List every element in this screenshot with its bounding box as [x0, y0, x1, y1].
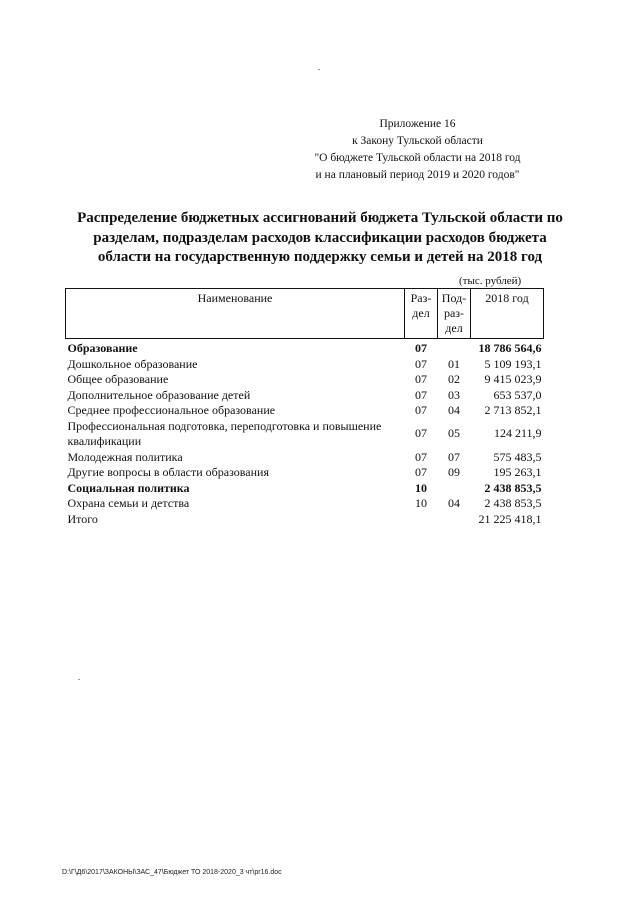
row-section: 07 — [415, 387, 427, 402]
appendix-block — [290, 116, 545, 184]
table-row — [66, 372, 544, 388]
row-value: 124 211,9 — [493, 426, 542, 441]
row-section: 07 — [415, 341, 427, 355]
appendix-line: и на плановый период 2019 и 2020 годов" — [315, 169, 520, 181]
row-name: Профессиональная подготовка, переподготовка и повышение квалификации — [67, 418, 382, 448]
appendix-line: Приложение 16 — [379, 118, 456, 130]
row-subsection: 03 — [448, 387, 460, 402]
row-section: 07 — [415, 356, 427, 371]
row-name: Среднее профессиональное образование — [67, 403, 276, 417]
row-value: 2 713 852,1 — [484, 403, 542, 417]
row-subsection: 02 — [448, 372, 460, 386]
row-subsection — [438, 339, 471, 357]
header-section — [405, 289, 438, 339]
scan-speck — [78, 679, 80, 680]
table-row — [66, 512, 544, 528]
row-value: 18 786 564,6 — [478, 341, 542, 355]
row-value: 21 225 418,1 — [478, 511, 542, 526]
row-name: Образование — [67, 341, 138, 355]
table-row — [66, 481, 544, 497]
row-subsection — [438, 481, 471, 497]
row-value: 195 263,1 — [493, 465, 542, 479]
header-subsection — [438, 289, 471, 339]
row-name: Молодежная политика — [67, 449, 183, 464]
row-subsection: 09 — [448, 465, 460, 479]
table-row — [66, 450, 544, 466]
row-name: Общее образование — [67, 372, 169, 386]
row-value: 2 438 853,5 — [484, 496, 542, 510]
row-section: 10 — [415, 496, 427, 510]
row-value: 653 537,0 — [493, 387, 542, 402]
row-section — [405, 512, 438, 528]
header-subsection-line: раз- — [443, 306, 465, 320]
table-row — [66, 419, 544, 450]
appendix-line: к Закону Тульской области — [352, 135, 483, 147]
header-subsection-line: дел — [445, 321, 463, 335]
row-value: 575 483,5 — [493, 449, 542, 464]
row-name: Дошкольное образование — [67, 356, 198, 371]
row-name: Социальная политика — [67, 480, 190, 495]
header-section-line: дел — [412, 306, 430, 320]
row-value: 5 109 193,1 — [484, 356, 542, 371]
row-name: Итого — [67, 511, 98, 526]
row-name: Дополнительное образование детей — [67, 387, 251, 402]
title-line: области на государственную поддержку семьи и детей на 2018 год — [97, 249, 543, 265]
appendix-line: "О бюджете Тульской области на 2018 год — [314, 152, 521, 164]
table-header-row — [66, 289, 544, 339]
header-year: 2018 год — [471, 289, 544, 339]
row-section: 07 — [415, 403, 427, 417]
row-value: 9 415 023,9 — [484, 372, 542, 386]
row-section: 07 — [415, 372, 427, 386]
table-row — [66, 339, 544, 357]
table-row — [66, 357, 544, 373]
row-section: 07 — [415, 449, 427, 464]
row-section: 10 — [415, 480, 427, 495]
table-row — [66, 388, 544, 404]
table-row — [66, 465, 544, 481]
title-line: разделам, подразделам расходов классификации расходов бюджета — [93, 229, 547, 246]
row-subsection: 04 — [448, 403, 460, 417]
row-section: 07 — [415, 465, 427, 479]
header-section-line: Раз- — [410, 291, 432, 305]
row-value: 2 438 853,5 — [484, 480, 542, 495]
budget-table — [65, 288, 544, 527]
header-name: Наименование — [66, 289, 405, 339]
header-subsection-line: Под- — [441, 291, 467, 305]
row-subsection: 04 — [448, 496, 460, 510]
table-row — [66, 496, 544, 512]
document-title — [50, 209, 590, 268]
row-subsection: 05 — [448, 426, 460, 441]
units-label: (тыс. рублей) — [459, 275, 522, 287]
row-subsection: 07 — [448, 449, 460, 464]
row-subsection: 01 — [448, 356, 460, 371]
table-row — [66, 403, 544, 419]
row-section: 07 — [415, 426, 427, 441]
title-line: Распределение бюджетных ассигнований бюджета Тульской области по — [77, 210, 563, 226]
scan-speck — [318, 69, 320, 70]
file-path-footer: D:\Г\Д6\2017\ЗАКОНЫ\ЗАС_47\Бюджет ТО 2018-2020_3 чт\pr16.doc — [62, 869, 282, 876]
row-name: Другие вопросы в области образования — [67, 465, 269, 479]
row-name: Охрана семьи и детства — [67, 496, 190, 510]
row-subsection — [438, 512, 471, 528]
